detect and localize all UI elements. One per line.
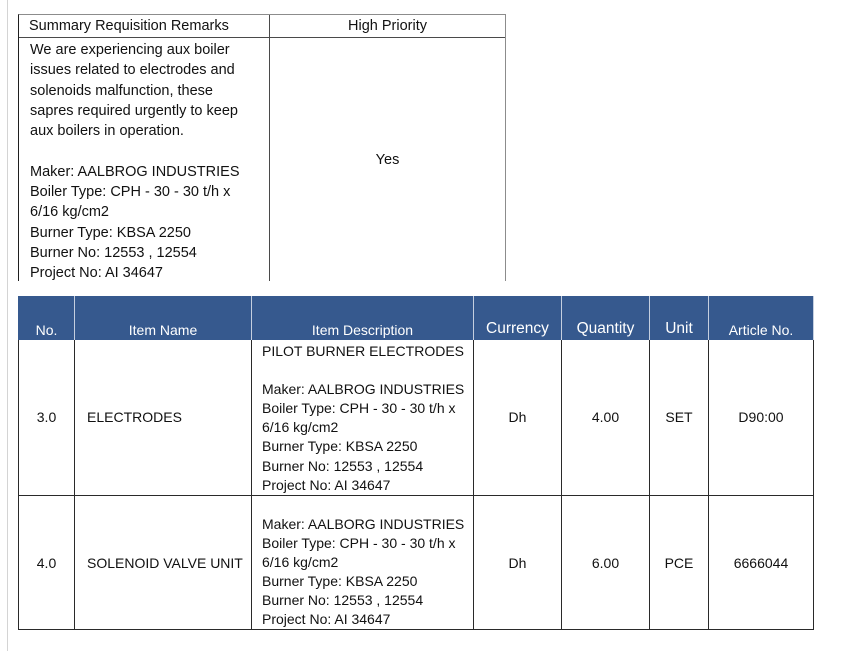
project-no-line: Project No: AI 34647 bbox=[30, 265, 163, 282]
cell-no: 3.0 bbox=[19, 340, 75, 495]
priority-value: Yes bbox=[375, 152, 400, 168]
remarks-line: sapres required urgently to keep bbox=[30, 102, 238, 119]
priority-cell bbox=[270, 38, 505, 281]
cell-article-no: D90:00 bbox=[709, 340, 814, 495]
blank-line bbox=[262, 361, 473, 380]
cell-no: 4.0 bbox=[19, 495, 75, 630]
table-row bbox=[19, 340, 814, 495]
remarks-table bbox=[18, 14, 506, 281]
description-line: Burner Type: KBSA 2250 bbox=[262, 573, 418, 590]
description-line: Burner No: 12553 , 12554 bbox=[262, 457, 424, 474]
cell-item-description bbox=[252, 340, 474, 495]
cell-currency: Dh bbox=[474, 495, 562, 630]
priority-header: High Priority bbox=[270, 15, 505, 38]
description-line: Burner Type: KBSA 2250 bbox=[262, 438, 418, 455]
description-line: Maker: AALBORG INDUSTRIES bbox=[262, 515, 465, 532]
remarks-line: aux boilers in operation. bbox=[30, 123, 184, 140]
cell-quantity: 4.00 bbox=[562, 340, 650, 495]
description-line: Boiler Type: CPH - 30 - 30 t/h x bbox=[262, 534, 456, 551]
items-table-wrapper bbox=[18, 296, 813, 630]
col-header-unit: Unit bbox=[650, 296, 709, 340]
table-header-row bbox=[19, 296, 814, 340]
remarks-line: issues related to electrodes and bbox=[30, 62, 235, 79]
description-line: 6/16 kg/cm2 bbox=[262, 419, 339, 436]
col-header-article-no: Article No. bbox=[709, 296, 814, 340]
maker-line: Maker: AALBROG INDUSTRIES bbox=[30, 163, 240, 180]
cell-unit: SET bbox=[650, 340, 709, 495]
description-title: PILOT BURNER ELECTRODES bbox=[262, 343, 465, 359]
burner-type-line: Burner Type: KBSA 2250 bbox=[30, 224, 191, 241]
cell-item-description bbox=[252, 495, 474, 630]
col-header-quantity: Quantity bbox=[562, 296, 650, 340]
cell-article-no: 6666044 bbox=[709, 495, 814, 630]
boiler-type-line: 6/16 kg/cm2 bbox=[30, 204, 109, 221]
items-table bbox=[18, 296, 814, 630]
cell-item-name: SOLENOID VALVE UNIT bbox=[75, 495, 252, 630]
remarks-line: solenoids malfunction, these bbox=[30, 82, 213, 99]
cell-unit: PCE bbox=[650, 495, 709, 630]
remarks-header: Summary Requisition Remarks bbox=[19, 15, 270, 38]
col-header-item-description: Item Description bbox=[252, 296, 474, 340]
description-line: Burner No: 12553 , 12554 bbox=[262, 592, 424, 609]
cell-currency: Dh bbox=[474, 340, 562, 495]
description-line: Maker: AALBROG INDUSTRIES bbox=[262, 381, 465, 398]
col-header-item-name: Item Name bbox=[75, 296, 252, 340]
remarks-text bbox=[19, 38, 270, 281]
burner-no-line: Burner No: 12553 , 12554 bbox=[30, 244, 197, 261]
description-line: Project No: AI 34647 bbox=[262, 611, 391, 628]
description-line: Project No: AI 34647 bbox=[262, 476, 391, 493]
remarks-line: We are experiencing aux boiler bbox=[30, 42, 230, 58]
description-line: Boiler Type: CPH - 30 - 30 t/h x bbox=[262, 400, 456, 417]
boiler-type-line: Boiler Type: CPH - 30 - 30 t/h x bbox=[30, 184, 231, 201]
cell-quantity: 6.00 bbox=[562, 495, 650, 630]
page-left-rule bbox=[7, 0, 8, 651]
blank-line bbox=[30, 141, 269, 161]
col-header-no: No. bbox=[19, 296, 75, 340]
cell-item-name: ELECTRODES bbox=[75, 340, 252, 495]
table-row bbox=[19, 495, 814, 630]
col-header-currency: Currency bbox=[474, 296, 562, 340]
description-line: 6/16 kg/cm2 bbox=[262, 553, 339, 570]
